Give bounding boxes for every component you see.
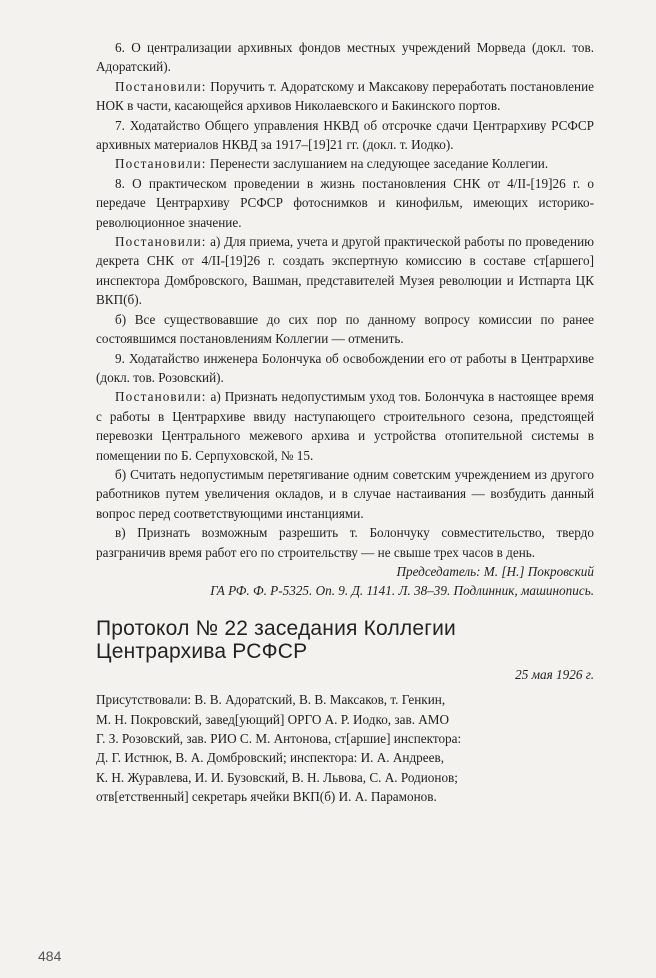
resolution-9b: б) Считать недопустимым перетягивание одним советским учреждением из другого работников путем увеличения окладов, и в случае настаивания — возбудить данный вопрос перед соответствующими инстанциями. [96,466,594,521]
attendees-line: отв[етственный] секретарь ячейки ВКП(б) И. А. Парамонов. [96,789,437,805]
item-6: 6. О централизации архивных фондов местных учреждений Морведа (докл. тов. Адоратский). [96,40,594,75]
resolution-7 [96,154,594,173]
item-8: 8. О практическом проведении в жизнь постановления СНК от 4/II-[19]26 г. о передаче Центрархиву РСФСР фотоснимков и кинофильм, имеющих историко-революционное значение. [96,175,594,230]
resolution-text: Перенести заслушанием на следующее заседание Коллегии. [206,156,549,172]
text-block [96,38,594,807]
resolution-8a [96,232,594,310]
attendees-line: Г. З. Розовский, зав. РИО С. М. Антонова, ст[аршие] инспектора: [96,731,462,746]
resolution-label: Постановили: [115,78,207,94]
resolution-label: Постановили: [115,389,207,405]
resolution-8b: б) Все существовавшие до сих пор по данному вопросу комиссии по ранее состоявшимся постановлениям Коллегии — отменить. [96,311,594,347]
attendees-line: Д. Г. Истнюк, В. А. Домбровский; инспектора: И. А. Андреев, [96,750,444,766]
resolution-6 [96,77,594,116]
resolution-text: Поручить т. Адоратскому и Максакову переработать постановление НОК в части, касающейся архивов Николаевского и Бакинского портов. [96,78,594,114]
resolution-9a [96,387,594,465]
resolution-text: а) Для приема, учета и другой практической работы по проведению декрета СНК от 4/II-[19]26 г. создать экспертную комиссию в составе ст[аршего] инспектора Домбровского, Вашман, представителей Музея революции и Истпарта ЦК ВКП(б). [96,234,594,308]
signature: Председатель: М. [Н.] Покровский [396,563,594,579]
protocol-title-line-2: Центрархива РСФСР [96,639,308,663]
resolution-9c: в) Признать возможным разрешить т. Болончуку совместительство, твердо разграничив время работ его по строительству — не свыше трех часов в день. [96,525,594,560]
protocol-title [96,617,594,663]
item-9: 9. Ходатайство инженера Болончука об освобождении его от работы в Центрархиве (докл. тов. Розовский). [96,350,594,385]
protocol-date: 25 мая 1926 г. [515,666,594,682]
item-7: 7. Ходатайство Общего управления НКВД об отсрочке сдачи Центрархиву РСФСР архивных материалов НКВД за 1917–[19]21 гг. (докл. т. Иодко). [96,117,594,153]
resolution-label: Постановили: [115,234,207,250]
protocol-title-line-1: Протокол № 22 заседания Коллегии [96,616,456,640]
resolution-label: Постановили: [115,156,207,172]
page-number: 484 [38,948,62,964]
attendees-line: М. Н. Покровский, завед[ующий] ОРГО А. Р. Иодко, зав. АМО [96,711,450,727]
attendees-line: К. Н. Журавлева, И. И. Бузовский, В. Н. Львова, С. А. Родионов; [96,769,458,785]
resolution-text: а) Признать недопустимым уход тов. Болончука в настоящее время с работы в Центрархиве ввиду наступающего строительного сезона, предстоящей перевозки Центрального межевого архива и устройства отопительной системы в помещении по Б. Серпуховской, № 15. [96,389,594,463]
attendees-list [96,690,594,806]
archive-source: ГА РФ. Ф. Р-5325. Оп. 9. Д. 1141. Л. 38–39. Подлинник, машинопись. [210,583,594,599]
attendees-line: Присутствовали: В. В. Адоратский, В. В. Максаков, т. Генкин, [96,692,446,708]
